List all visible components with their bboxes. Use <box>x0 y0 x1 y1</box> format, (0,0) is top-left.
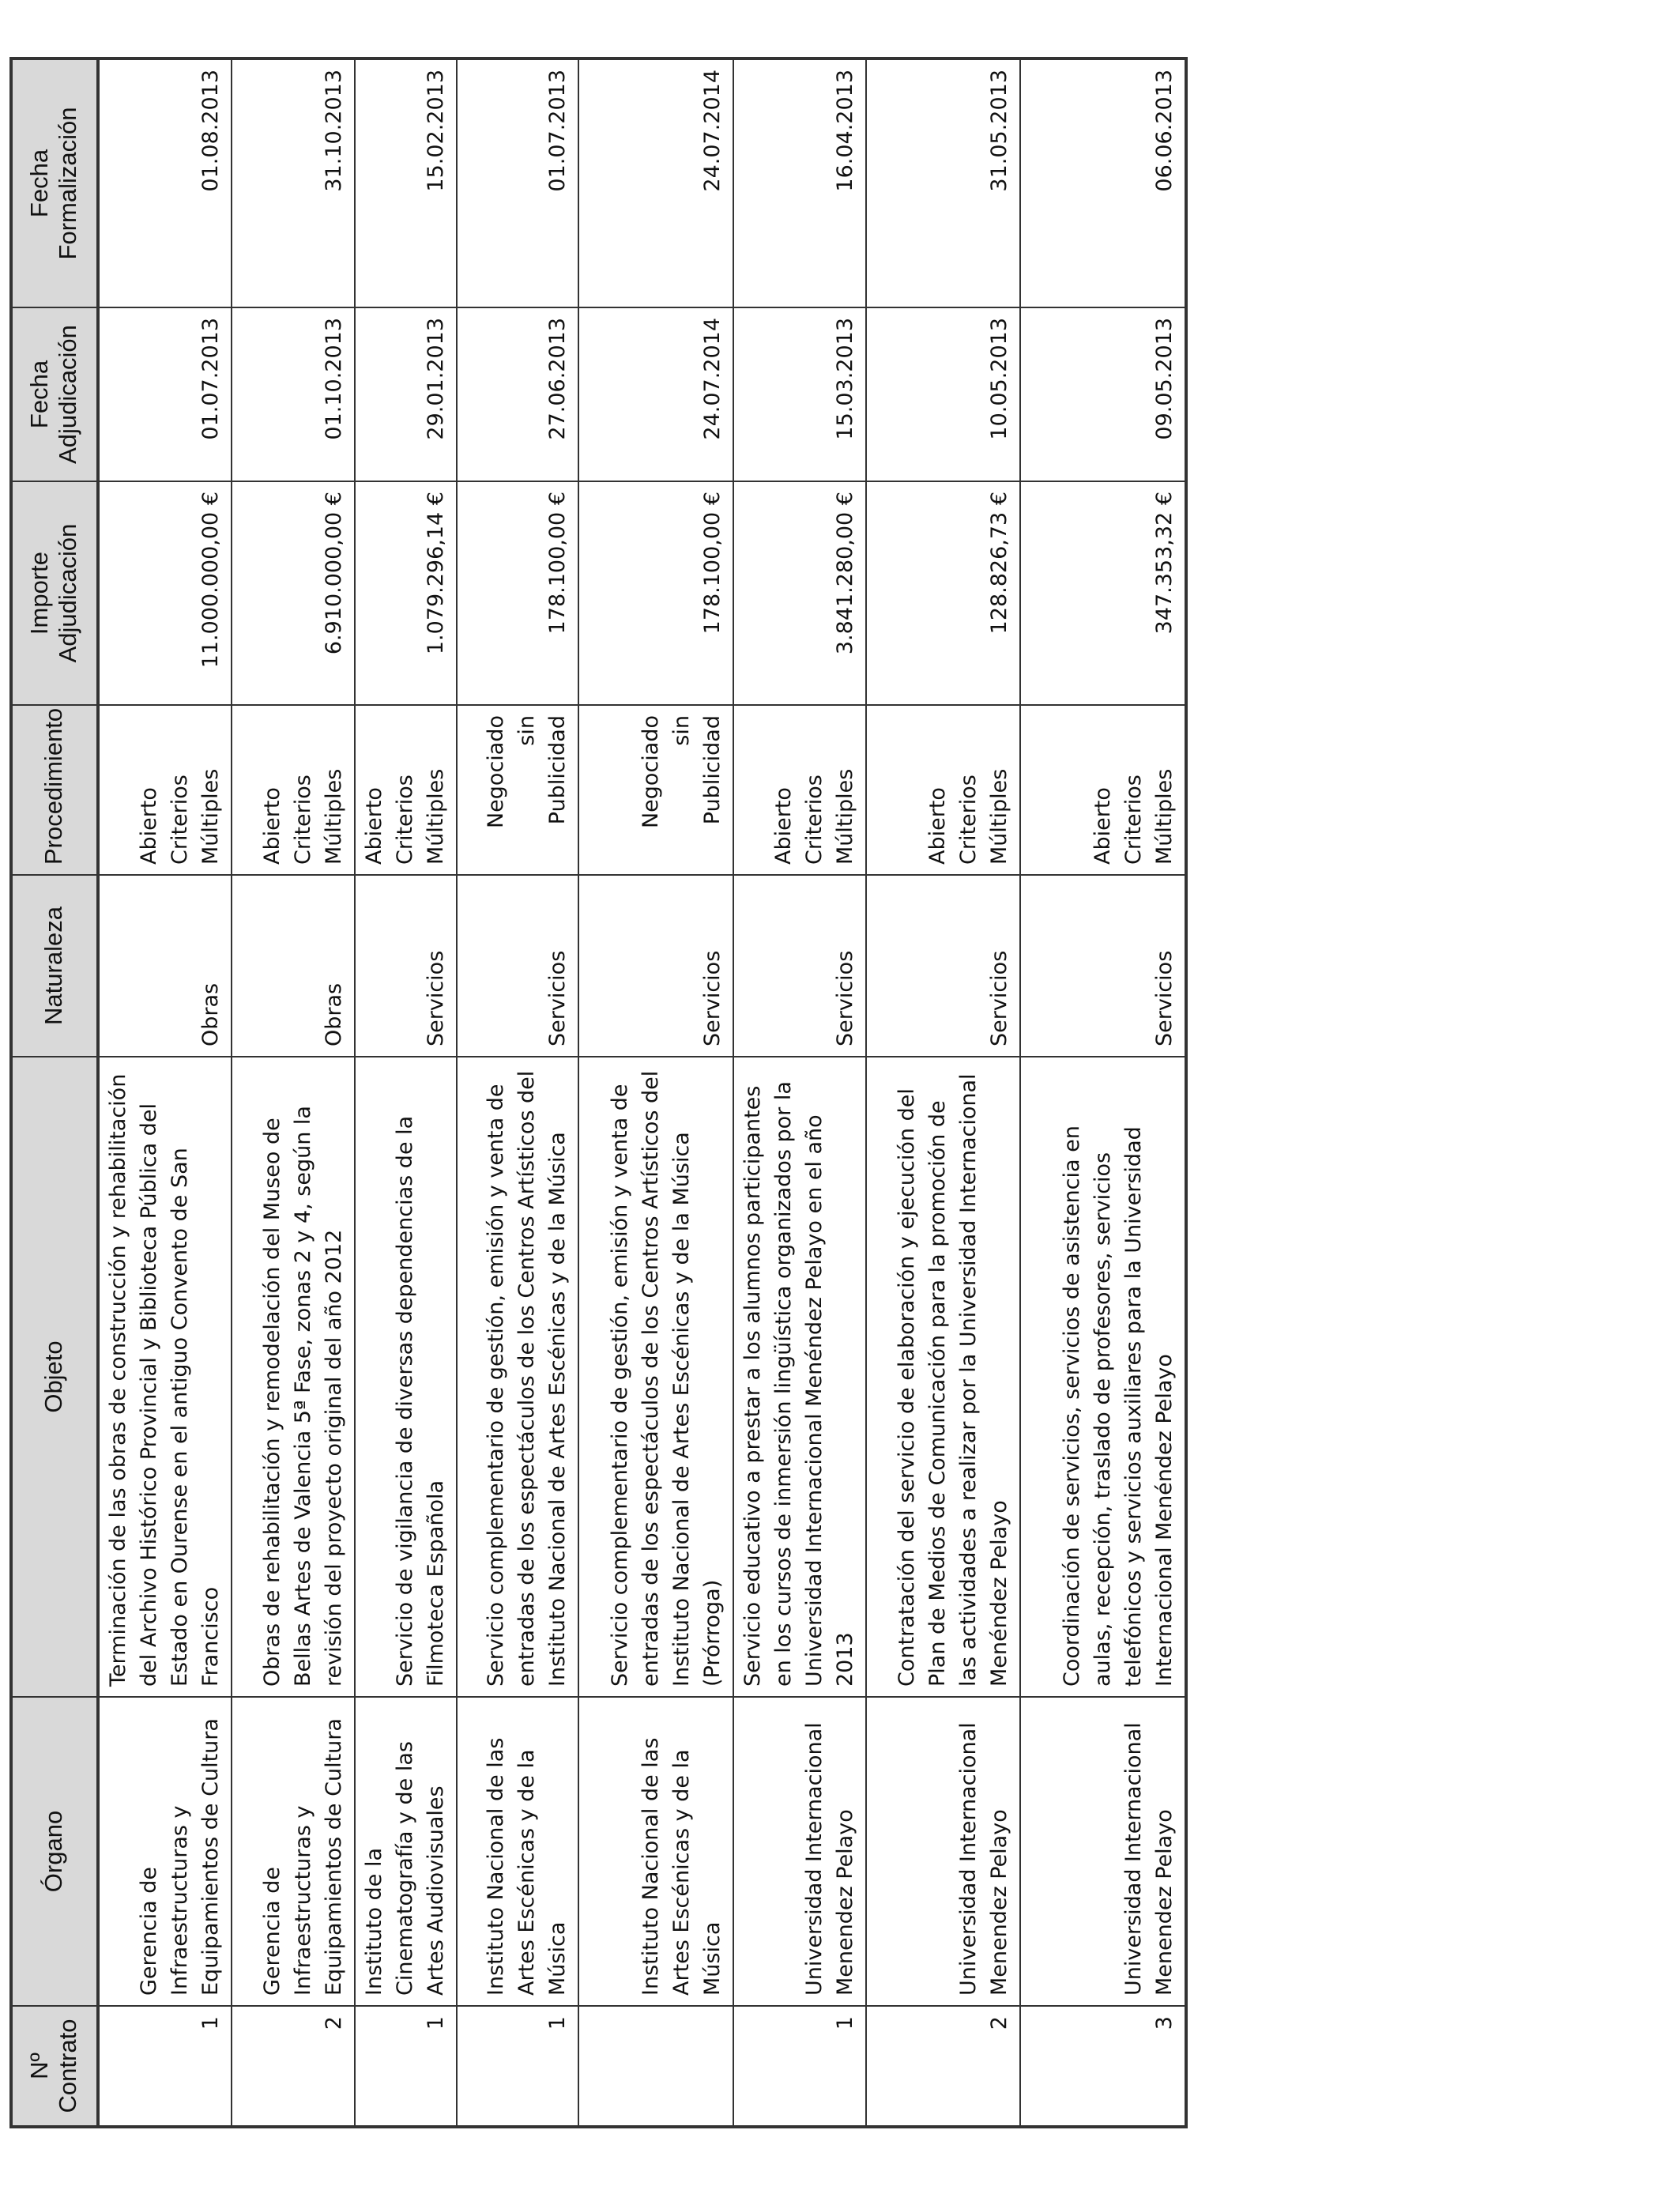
table-row <box>355 58 457 2127</box>
cell-importe-text: 11.000.000,00 € <box>198 492 223 669</box>
cell-objeto-text: Servicio de vigilancia de diversas dependencias de la Filmoteca Española <box>393 1115 448 1687</box>
cell-naturaleza-text: Servicios <box>1152 950 1177 1046</box>
cell-fecha-formalizacion <box>578 58 733 307</box>
cell-importe <box>98 481 232 705</box>
cell-naturaleza <box>733 875 866 1057</box>
cell-procedimiento <box>1020 705 1186 875</box>
cell-organo-text: Universidad Internacional Menendez Pelayo <box>802 1722 857 1996</box>
cell-num-contrato-text: 1 <box>545 2016 570 2030</box>
cell-organo <box>733 1697 866 2006</box>
cell-naturaleza-text: Servicios <box>833 950 857 1046</box>
cell-fecha-adjudicacion <box>232 307 355 481</box>
cell-organo-text: Universidad Internacional Menendez Pelayo <box>1121 1722 1177 1996</box>
cell-num-contrato-text: 3 <box>1152 2016 1177 2030</box>
cell-num-contrato <box>457 2006 578 2127</box>
cell-naturaleza-text: Obras <box>322 982 346 1046</box>
cell-objeto <box>866 1057 1020 1697</box>
cell-organo <box>355 1697 457 2006</box>
cell-num-contrato <box>232 2006 355 2127</box>
cell-fecha-formalizacion-text: 01.07.2013 <box>545 70 570 192</box>
cell-fecha-formalizacion <box>733 58 866 307</box>
cell-fecha-formalizacion-text: 24.07.2014 <box>700 70 725 192</box>
cell-fecha-adjudicacion-text: 10.05.2013 <box>987 318 1011 440</box>
header-num-contrato: Nº Contrato <box>11 2006 98 2127</box>
cell-num-contrato-text: 1 <box>833 2016 857 2030</box>
cell-importe-text: 347.353,32 € <box>1152 492 1177 635</box>
cell-naturaleza <box>355 875 457 1057</box>
table-body <box>98 58 1186 2127</box>
cell-importe-text: 128.826,73 € <box>987 492 1011 635</box>
table-row <box>232 58 355 2127</box>
header-naturaleza: Naturaleza <box>11 875 98 1057</box>
header-row <box>11 58 98 2127</box>
cell-num-contrato-text: 1 <box>424 2016 448 2030</box>
cell-fecha-adjudicacion-text: 09.05.2013 <box>1152 318 1177 440</box>
cell-fecha-formalizacion <box>232 58 355 307</box>
cell-objeto-text: Servicio educativo a prestar a los alumnos participantes en los cursos de inmersión lingüística organizados por la Universidad Internacional Menéndez Pelayo en el año 2013 <box>740 1081 857 1687</box>
cell-organo-text: Gerencia de Infraestructuras y Equipamientos de Cultura <box>137 1718 223 1996</box>
cell-objeto-text: Coordinación de servicios, servicios de asistencia en aulas, recepción, traslado de profesores, servicios telefónicos y servicios auxiliares para la Universidad Internacional Menéndez Pelayo <box>1060 1125 1177 1687</box>
cell-procedimiento <box>866 705 1020 875</box>
cell-fecha-adjudicacion <box>457 307 578 481</box>
cell-naturaleza-text: Servicios <box>424 950 448 1046</box>
header-organo: Órgano <box>11 1697 98 2006</box>
cell-fecha-formalizacion <box>98 58 232 307</box>
cell-naturaleza <box>866 875 1020 1057</box>
cell-procedimiento-text: Abierto Criterios Múltiples <box>771 768 857 865</box>
cell-fecha-adjudicacion-text: 24.07.2014 <box>700 318 725 440</box>
cell-naturaleza <box>457 875 578 1057</box>
cell-importe-text: 178.100,00 € <box>700 492 725 635</box>
contracts-table <box>9 57 1188 2128</box>
cell-fecha-adjudicacion <box>1020 307 1186 481</box>
cell-fecha-formalizacion <box>457 58 578 307</box>
cell-objeto <box>1020 1057 1186 1697</box>
cell-fecha-formalizacion-text: 31.05.2013 <box>987 70 1011 192</box>
table-row <box>866 58 1020 2127</box>
cell-procedimiento-text: Abierto Criterios Múltiples <box>137 768 223 865</box>
cell-num-contrato-text: 2 <box>322 2016 346 2030</box>
cell-procedimiento-text: Abierto Criterios Múltiples <box>1090 768 1177 865</box>
cell-objeto-text: Servicio complementario de gestión, emisión y venta de entradas de los espectáculos de los Centros Artísticos del Instituto Nacional de Artes Escénicas y de la Música (Prórroga) <box>608 1070 725 1687</box>
table-row <box>733 58 866 2127</box>
header-fecha-formalizacion: Fecha Formalización <box>11 58 98 307</box>
cell-objeto <box>578 1057 733 1697</box>
cell-fecha-adjudicacion-text: 27.06.2013 <box>545 318 570 440</box>
cell-importe <box>232 481 355 705</box>
cell-procedimiento <box>578 705 733 875</box>
table-row <box>457 58 578 2127</box>
cell-fecha-adjudicacion <box>98 307 232 481</box>
cell-fecha-formalizacion-text: 01.08.2013 <box>198 70 223 192</box>
cell-objeto <box>457 1057 578 1697</box>
cell-procedimiento <box>98 705 232 875</box>
cell-organo-text: Gerencia de Infraestructuras y Equipamientos de Cultura <box>260 1718 346 1996</box>
cell-objeto <box>733 1057 866 1697</box>
cell-naturaleza-text: Servicios <box>545 950 570 1046</box>
header-objeto: Objeto <box>11 1057 98 1697</box>
cell-fecha-adjudicacion <box>578 307 733 481</box>
cell-procedimiento-text: Abierto Criterios Múltiples <box>362 768 448 865</box>
cell-naturaleza <box>98 875 232 1057</box>
cell-importe-text: 6.910.000,00 € <box>322 492 346 655</box>
table-row <box>98 58 232 2127</box>
rotated-table-container <box>9 60 1182 2128</box>
cell-num-contrato <box>733 2006 866 2127</box>
cell-fecha-adjudicacion-text: 01.07.2013 <box>198 318 223 440</box>
cell-fecha-adjudicacion <box>866 307 1020 481</box>
cell-procedimiento-text: Negociado sin Publicidad <box>484 715 570 829</box>
cell-procedimiento <box>232 705 355 875</box>
header-importe: Importe Adjudicación <box>11 481 98 705</box>
cell-fecha-formalizacion <box>355 58 457 307</box>
cell-fecha-formalizacion <box>866 58 1020 307</box>
cell-objeto-text: Contratación del servicio de elaboración y ejecución del Plan de Medios de Comunicación para la promoción de las actividades a realizar por la Universidad Internacional Menéndez Pelayo <box>895 1073 1011 1687</box>
cell-organo <box>457 1697 578 2006</box>
header-procedimiento: Procedimiento <box>11 705 98 875</box>
cell-importe-text: 1.079.296,14 € <box>424 492 448 655</box>
cell-fecha-adjudicacion-text: 29.01.2013 <box>424 318 448 440</box>
cell-organo <box>232 1697 355 2006</box>
cell-fecha-adjudicacion-text: 01.10.2013 <box>322 318 346 440</box>
cell-fecha-formalizacion-text: 15.02.2013 <box>424 70 448 192</box>
cell-fecha-formalizacion-text: 16.04.2013 <box>833 70 857 192</box>
cell-num-contrato <box>1020 2006 1186 2127</box>
table-row <box>1020 58 1186 2127</box>
cell-procedimiento <box>733 705 866 875</box>
cell-importe <box>733 481 866 705</box>
cell-fecha-formalizacion-text: 06.06.2013 <box>1152 70 1177 192</box>
cell-num-contrato <box>98 2006 232 2127</box>
cell-organo <box>578 1697 733 2006</box>
cell-fecha-formalizacion-text: 31.10.2013 <box>322 70 346 192</box>
cell-num-contrato <box>355 2006 457 2127</box>
cell-importe <box>578 481 733 705</box>
cell-importe <box>355 481 457 705</box>
cell-organo-text: Instituto Nacional de las Artes Escénicas y de la Música <box>484 1737 570 1996</box>
cell-objeto-text: Terminación de las obras de construcción y rehabilitación del Archivo Histórico Provincial y Biblioteca Pública del Estado en Ourense en el antiguo Convento de San Francisco <box>106 1073 223 1687</box>
cell-num-contrato-text: 1 <box>198 2016 223 2030</box>
cell-num-contrato <box>866 2006 1020 2127</box>
cell-procedimiento <box>457 705 578 875</box>
cell-naturaleza <box>1020 875 1186 1057</box>
table-row <box>578 58 733 2127</box>
cell-objeto-text: Obras de rehabilitación y remodelación del Museo de Bellas Artes de Valencia 5ª Fase, zonas 2 y 4, según la revisión del proyecto original del año 2012 <box>260 1106 346 1687</box>
cell-naturaleza-text: Servicios <box>700 950 725 1046</box>
cell-organo-text: Instituto Nacional de las Artes Escénicas y de la Música <box>638 1737 725 1996</box>
cell-num-contrato-text: 2 <box>987 2016 1011 2030</box>
cell-naturaleza-text: Servicios <box>987 950 1011 1046</box>
cell-importe-text: 178.100,00 € <box>545 492 570 635</box>
cell-procedimiento-text: Negociado sin Publicidad <box>638 715 725 829</box>
cell-objeto-text: Servicio complementario de gestión, emisión y venta de entradas de los espectáculos de los Centros Artísticos del Instituto Nacional de Artes Escénicas y de la Música <box>484 1070 570 1687</box>
cell-objeto <box>355 1057 457 1697</box>
cell-importe <box>1020 481 1186 705</box>
cell-organo <box>98 1697 232 2006</box>
cell-fecha-adjudicacion <box>355 307 457 481</box>
cell-importe <box>866 481 1020 705</box>
cell-num-contrato <box>578 2006 733 2127</box>
cell-organo-text: Instituto de la Cinematografía y de las Artes Audiovisuales <box>362 1741 448 1996</box>
cell-objeto <box>98 1057 232 1697</box>
cell-organo-text: Universidad Internacional Menendez Pelayo <box>956 1722 1011 1996</box>
cell-importe-text: 3.841.280,00 € <box>833 492 857 655</box>
cell-naturaleza <box>232 875 355 1057</box>
cell-fecha-formalizacion <box>1020 58 1186 307</box>
cell-fecha-adjudicacion <box>733 307 866 481</box>
cell-fecha-adjudicacion-text: 15.03.2013 <box>833 318 857 440</box>
cell-objeto <box>232 1057 355 1697</box>
cell-importe <box>457 481 578 705</box>
header-fecha-adjudicacion: Fecha Adjudicación <box>11 307 98 481</box>
cell-naturaleza <box>578 875 733 1057</box>
cell-procedimiento-text: Abierto Criterios Múltiples <box>925 768 1011 865</box>
cell-organo <box>866 1697 1020 2006</box>
cell-procedimiento-text: Abierto Criterios Múltiples <box>260 768 346 865</box>
cell-organo <box>1020 1697 1186 2006</box>
table-header <box>11 58 98 2127</box>
cell-procedimiento <box>355 705 457 875</box>
cell-naturaleza-text: Obras <box>198 982 223 1046</box>
